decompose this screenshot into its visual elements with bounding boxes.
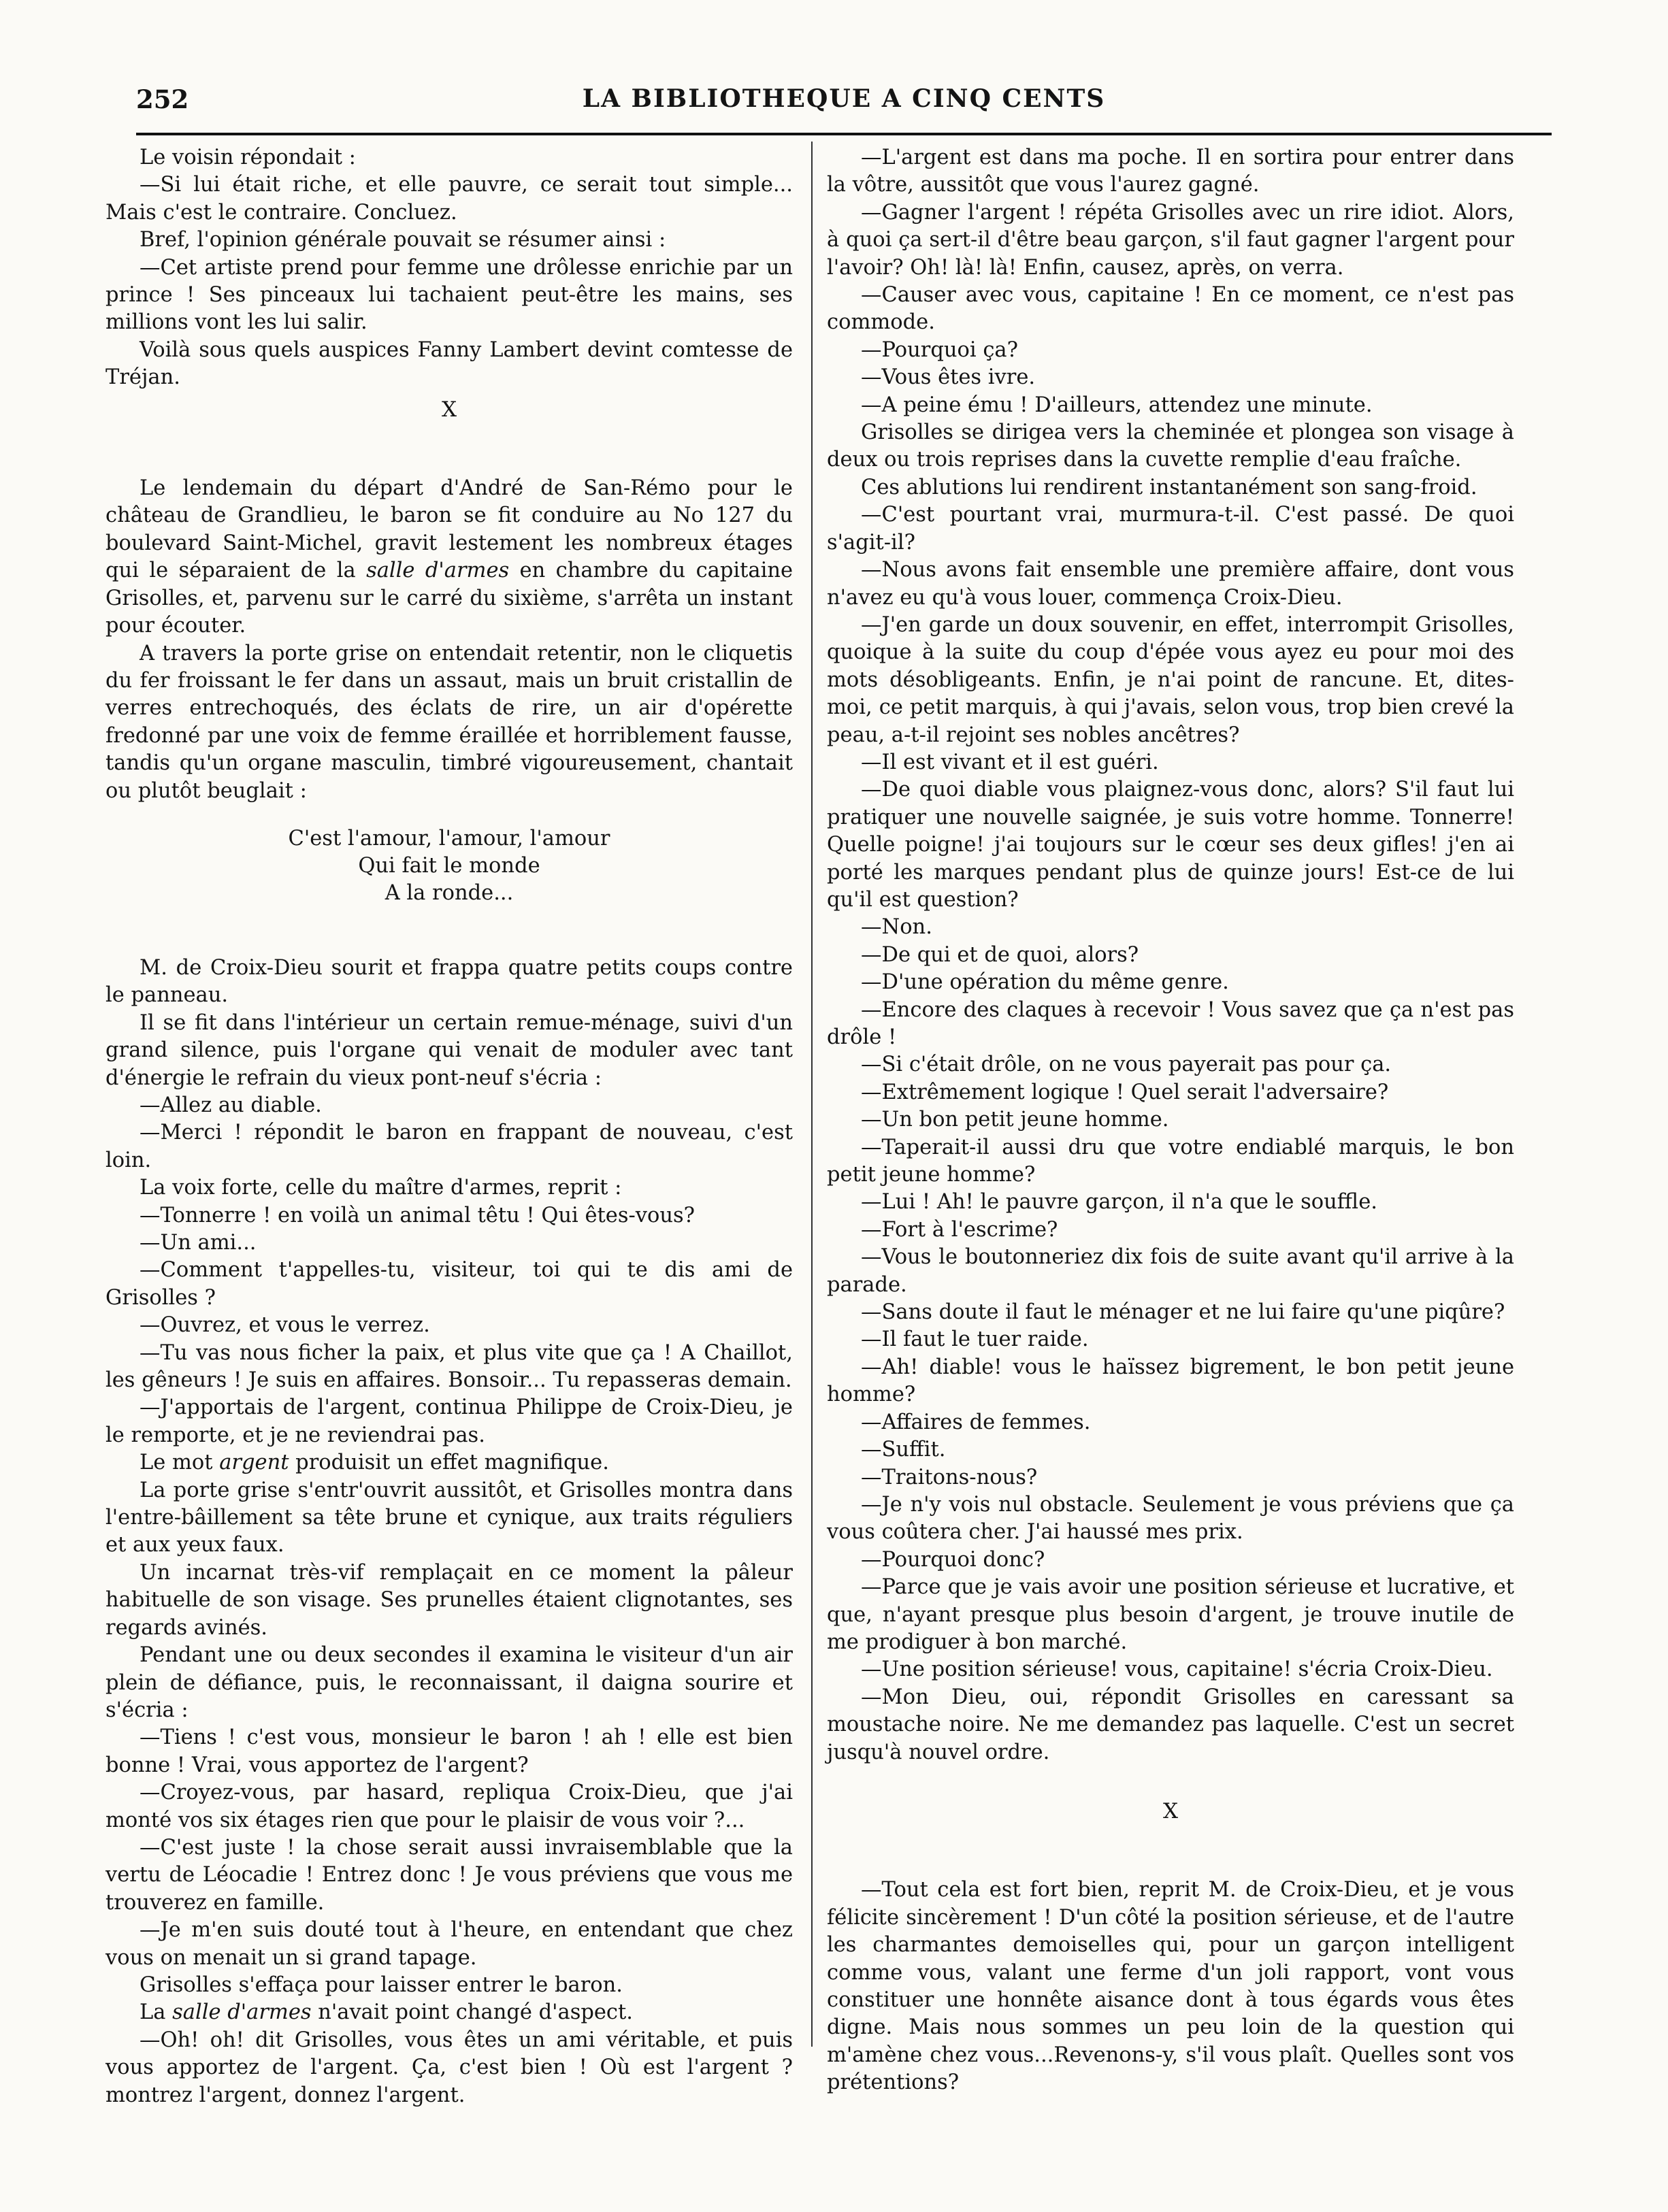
paragraph: —Affaires de femmes. [861,1410,1091,1434]
paragraph [105,475,793,640]
italic-run: argent [219,1451,289,1475]
paragraph: Pendant une ou deux secondes il examina le visiteur d'un air plein de défiance, puis, le reconnaissant, il daigna sourire et s'écria : [105,1643,793,1722]
paragraph: —Je m'en suis douté tout à l'heure, en entendant que chez vous on menait un si grand tapage. [105,1918,793,1970]
paragraph: —Parce que je vais avoir une position sérieuse et lucrative, et que, n'ayant presque plus besoin d'argent, je trouve inutile de me prodiguer à bon marché. [827,1575,1514,1654]
paragraph: —Je n'y vois nul obstacle. Seulement je vous préviens que ça vous coûtera cher. J'ai haussé mes prix. [827,1492,1514,1545]
paragraph: —L'argent est dans ma poche. Il en sortira pour entrer dans la vôtre, aussitôt que vous l'aurez gagné. [827,146,1514,197]
paragraph: —J'apportais de l'argent, continua Philippe de Croix-Dieu, je le remporte, et je ne reviendrai pas. [105,1396,793,1447]
paragraph: —A peine ému ! D'ailleurs, attendez une minute. [861,393,1373,417]
paragraph: —Tonnerre ! en voilà un animal têtu ! Qui êtes-vous? [140,1203,696,1227]
paragraph: —J'en garde un doux souvenir, en effet, interrompit Grisolles, quoique à la suite du coup d'épée vous ayez eu pour moi des mots désobligeants. Enfin, je n'ai point de rancune. Et, dites-moi, ce petit marquis, à qui j'avais, selon vous, trop bien crevé la peau, a-t-il rejoint ses nobles ancêtres? [827,612,1514,747]
text-run: n'avait point changé d'aspect. [311,2000,633,2025]
running-header [136,84,1552,124]
paragraph: —De quoi diable vous plaignez-vous donc, alors? S'il faut lui pratiquer une nouvelle saignée, je suis votre homme. Tonnerre! Quelle poigne! j'ai toujours sur le cœur ses deux gifles! j'en ai porté les marques pendant plus de quinze jours! Est-ce de lui qu'il est question? [827,778,1514,912]
paragraph: —Tout cela est fort bien, reprit M. de Croix-Dieu, et je vous félicite sincèrement ! D'un côté la position sérieuse, et de l'autre les charmantes demoiselles qui, pour un garçon intelligent comme vous, valant une ferme d'un joli rapport, vont vous constituer une honnête aisance dont à tous égards vous êtes digne. Mais nous sommes un peu loin de la question qui m'amène chez vous...Revenons-y, s'il vous plaît. Quelles sont vos prétentions? [827,1878,1514,2095]
italic-run: salle d'armes [172,2000,312,2025]
text-run: Le mot [140,1451,220,1475]
text-run: en chambre du capitaine Grisolles, et, parvenu sur le carré du sixième, s'arrêta un instant pour écouter. [105,559,794,638]
chapter-heading: X [441,397,457,422]
paragraph: —Causer avec vous, capitaine ! En ce moment, ce n'est pas commode. [827,283,1514,335]
paragraph: —Si c'était drôle, on ne vous payerait pas pour ça. [861,1053,1392,1077]
paragraph: Il se fit dans l'intérieur un certain remue-ménage, suivi d'un grand silence, puis l'organe qui venait de moduler avec tant d'énergie le refrain du vieux pont-neuf s'écria : [105,1010,793,1090]
paragraph: —Oh! oh! dit Grisolles, vous êtes un ami véritable, et puis vous apportez de l'argent. Ça, c'est bien ! Où est l'argent ? montrez l'argent, donnez l'argent. [105,2028,793,2107]
paragraph: —De qui et de quoi, alors? [861,942,1139,967]
paragraph: —D'une opération du même genre. [861,970,1229,995]
paragraph: —Lui ! Ah! le pauvre garçon, il n'a que le souffle. [861,1190,1377,1215]
column-divider [811,142,813,2047]
paragraph: M. de Croix-Dieu sourit et frappa quatre petits coups contre le panneau. [105,955,793,1008]
paragraph: —Il faut le tuer raide. [861,1327,1089,1352]
paragraph: —C'est juste ! la chose serait aussi invraisemblable que la vertu de Léocadie ! Entrez donc ! Je vous préviens que vous me trouverez en famille. [105,1835,793,1915]
paragraph: La voix forte, celle du maître d'armes, reprit : [140,1176,622,1200]
paragraph: A travers la porte grise on entendait retentir, non le cliquetis du fer froissant le fer dans un assaut, mais un bruit cristallin de verres entrechoqués, des éclats de rire, un air d'opérette fredonné par une voix de femme éraillée et horriblement fausse, tandis qu'un organe masculin, timbré vigoureusement, chantait ou plutôt beuglait : [105,641,793,803]
page-number: 252 [136,84,189,114]
paragraph: —Vous le boutonneriez dix fois de suite avant qu'il arrive à la parade. [827,1245,1514,1297]
paragraph: La porte grise s'entr'ouvrit aussitôt, et Grisolles montra dans l'entre-bâillement sa tête brune et cynique, aux traits réguliers et aux yeux faux. [105,1478,793,1557]
paragraph: —Vous êtes ivre. [861,365,1036,390]
paragraph: —Mon Dieu, oui, répondit Grisolles en caressant sa moustache noire. Ne me demandez pas laquelle. C'est un secret jusqu'à nouvel ordre. [827,1685,1514,1764]
paragraph: —Extrêmement logique ! Quel serait l'adversaire? [861,1080,1389,1104]
paragraph: —Pourquoi ça? [861,337,1018,362]
paragraph: Le voisin répondait : [140,146,356,169]
verse-line: C'est l'amour, l'amour, l'amour [288,826,610,851]
paragraph: —Traitons-nous? [861,1465,1038,1489]
paragraph: —Ouvrez, et vous le verrez. [140,1313,430,1338]
left-column [105,144,793,2109]
text-run: Le lendemain du départ d'André de San-Rémo pour le château de Grandlieu, le baron se fit conduire au No 127 du boulevard Saint-Michel, gravit lestement les nombreux étages qui le séparaient de la [105,476,793,583]
paragraph: —Allez au diable. [140,1093,322,1117]
paragraph: Bref, l'opinion générale pouvait se résumer ainsi : [140,228,666,252]
text-run: produisit un effet magnifique. [289,1451,609,1475]
paragraph: —Suffit. [861,1438,946,1462]
paragraph: —Merci ! répondit le baron en frappant de nouveau, c'est loin. [105,1121,793,1172]
paragraph: —Non. [861,915,932,940]
paragraph: —Tiens ! c'est vous, monsieur le baron ! ah ! elle est bien bonne ! Vrai, vous apportez de l'argent? [105,1726,793,1777]
paragraph: —Encore des claques à recevoir ! Vous savez que ça n'est pas drôle ! [827,997,1514,1049]
paragraph: Grisolles s'effaça pour laisser entrer le baron. [140,1972,623,1997]
paragraph: —Tu vas nous ficher la paix, et plus vite que ça ! A Chaillot, les gêneurs ! Je suis en affaires. Bonsoir... Tu repasseras demain. [105,1340,793,1393]
header-rule [136,133,1552,135]
paragraph: —Un ami... [140,1231,257,1255]
paragraph: Ces ablutions lui rendirent instantanément son sang-froid. [861,475,1477,499]
right-column [827,144,1514,2097]
paragraph: —Ah! diable! vous le haïssez bigrement, le bon petit jeune homme? [827,1355,1514,1407]
verse-line: A la ronde... [385,880,514,905]
paragraph: —Taperait-il aussi dru que votre endiablé marquis, le bon petit jeune homme? [827,1135,1514,1187]
song-verse [105,825,793,907]
paragraph: —Il est vivant et il est guéri. [861,750,1159,774]
paragraph: —Un bon petit jeune homme. [861,1108,1169,1132]
paragraph: —Fort à l'escrime? [861,1217,1058,1242]
paragraph: —Comment t'appelles-tu, visiteur, toi qui te dis ami de Grisolles ? [105,1258,793,1310]
paragraph: Un incarnat très-vif remplaçait en ce moment la pâleur habituelle de son visage. Ses prunelles étaient clignotantes, ses regards avinés. [105,1560,793,1640]
paragraph: Voilà sous quels auspices Fanny Lambert devint comtesse de Tréjan. [105,337,793,390]
paragraph [105,1449,793,1476]
paragraph: —Cet artiste prend pour femme une drôlesse enrichie par un prince ! Ses pinceaux lui tachaient peut-être les mains, ses millions vont les lui salir. [105,255,793,335]
italic-run: salle d'armes [366,559,510,583]
text-run: La [140,2000,173,2025]
running-title: LA BIBLIOTHEQUE A CINQ CENTS [582,84,1106,113]
paragraph: —Si lui était riche, et elle pauvre, ce serait tout simple... Mais c'est le contraire. Concluez. [105,173,793,225]
chapter-heading: X [1162,1798,1179,1823]
paragraph: —Croyez-vous, par hasard, repliqua Croix-Dieu, que j'ai monté vos six étages rien que pour le plaisir de vous voir ?... [105,1781,793,1832]
paragraph [105,1999,793,2026]
paragraph: —C'est pourtant vrai, murmura-t-il. C'est passé. De quoi s'agit-il? [827,503,1514,555]
paragraph: —Nous avons fait ensemble une première affaire, dont vous n'avez eu qu'à vous louer, commença Croix-Dieu. [827,558,1514,610]
paragraph: —Une position sérieuse! vous, capitaine! s'écria Croix-Dieu. [861,1657,1493,1682]
spacer [827,1766,1514,1794]
paragraph: —Pourquoi donc? [861,1547,1045,1572]
verse-line: Qui fait le monde [358,853,540,878]
paragraph: —Sans doute il faut le ménager et ne lui faire qu'une piqûre? [861,1300,1505,1325]
paragraph: Grisolles se dirigea vers la cheminée et plongea son visage à deux ou trois reprises dans la cuvette remplie d'eau fraîche. [827,420,1514,472]
paragraph: —Gagner l'argent ! répéta Grisolles avec un rire idiot. Alors, à quoi ça sert-il d'être beau garçon, s'il faut gagner l'argent pour l'avoir? Oh! là! là! Enfin, causez, après, on verra. [827,200,1514,280]
